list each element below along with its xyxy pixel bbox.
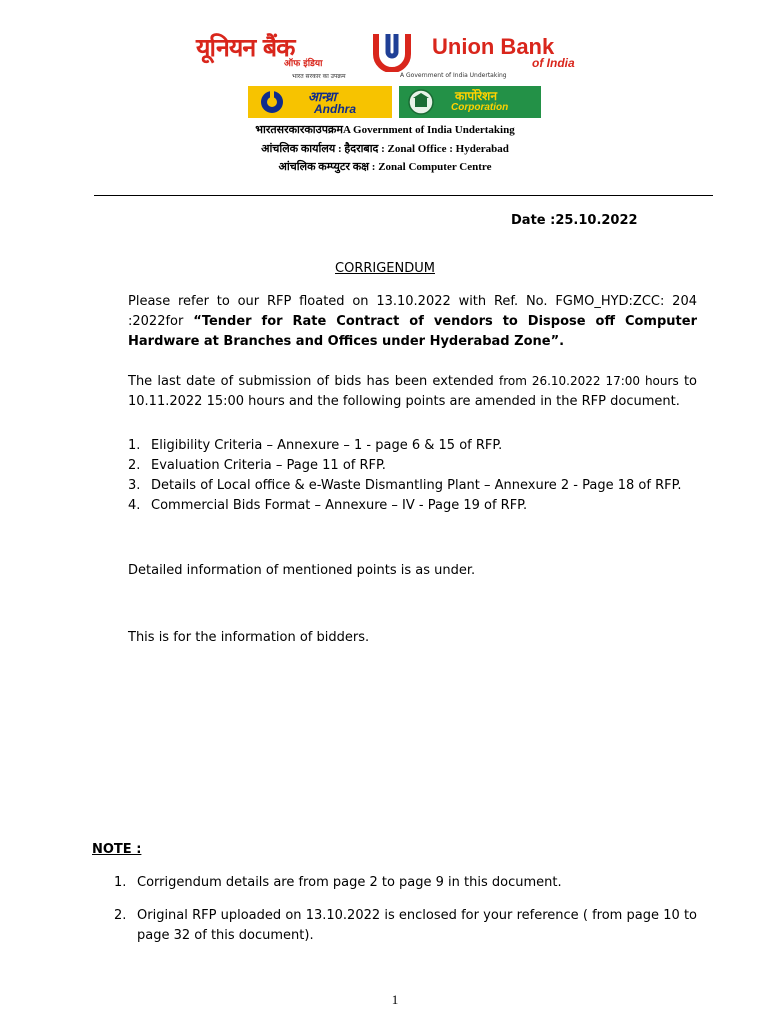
extension-text-b: from 26.10.2022 17:00 hours: [498, 374, 679, 388]
andhra-emblem-icon: [260, 90, 284, 114]
header-divider: [94, 195, 713, 196]
tender-name: “Tender for Rate Contract of vendors to Dispose off Computer Hardware at Branches and Offices under Hyderabad Zone”.: [128, 314, 697, 349]
list-item: [128, 456, 697, 476]
rfp-reference-text: Please refer to our RFP floated on 13.10.2022 with Ref. No. FGMO_HYD:ZCC: 204 :2022for: [128, 294, 697, 329]
logo-hindi-tagline: भारत सरकार का उपक्रम: [292, 73, 346, 80]
rfp-reference-paragraph: [128, 292, 697, 352]
logo-english-sub: of India: [532, 56, 575, 70]
logo-english-name: Union Bank: [432, 34, 555, 59]
list-number: 2.: [128, 458, 141, 473]
page-number: 1: [391, 992, 399, 1007]
list-text: Evaluation Criteria – Page 11 of RFP.: [151, 458, 386, 473]
list-text: Details of Local office & e-Waste Dismantling Plant – Annexure 2 - Page 18 of RFP.: [151, 478, 682, 493]
andhra-english: Andhra: [314, 102, 356, 116]
union-bank-u-icon: [368, 30, 416, 72]
header-line-government: भारतसरकारकाउपक्रमA Government of India Undertaking: [255, 124, 515, 136]
info-statement: This is for the information of bidders.: [128, 630, 370, 645]
andhra-logo: [248, 86, 392, 118]
header-line-zonal-office: आंचलिक कार्यालय : हैदराबाद : Zonal Office : Hyderabad: [261, 143, 509, 155]
list-number: 1.: [114, 875, 127, 890]
extension-text-c: to 10.11.2022 15:00 hours and the following points are amended in the RFP document.: [128, 374, 697, 409]
list-text: Eligibility Criteria – Annexure – 1 - page 6 & 15 of RFP.: [151, 438, 503, 453]
list-item: [114, 873, 697, 893]
extension-text-a: The last date of submission of bids has been extended: [128, 374, 499, 389]
detail-statement: Detailed information of mentioned points is as under.: [128, 563, 476, 578]
header-line-computer-centre: आंचलिक कम्प्युटर कक्ष : Zonal Computer Centre: [278, 161, 492, 173]
amendment-list: [128, 436, 697, 516]
list-text: Corrigendum details are from page 2 to page 9 in this document.: [137, 875, 562, 890]
logo-hindi-name: यूनियन बैंक: [196, 33, 295, 62]
document-date: Date :25.10.2022: [511, 213, 638, 228]
logo-english-tagline: A Government of India Undertaking: [400, 72, 507, 79]
list-number: 4.: [128, 498, 141, 513]
list-item: [114, 906, 697, 946]
andhra-hindi: आन्ध्रा: [308, 90, 337, 105]
logo-hindi-sub: ऑफ इंडिया: [284, 59, 323, 69]
note-list: [114, 873, 697, 959]
note-label: NOTE :: [92, 842, 142, 857]
list-item: [128, 436, 697, 456]
corporation-emblem-icon: [407, 89, 435, 115]
document-title: CORRIGENDUM: [335, 261, 435, 276]
list-item: [128, 496, 697, 516]
list-text: Original RFP uploaded on 13.10.2022 is enclosed for your reference ( from page 10 to page 32 of this document).: [137, 908, 697, 943]
list-number: 2.: [114, 908, 127, 923]
extension-paragraph: [128, 371, 697, 412]
corporation-english: Corporation: [451, 102, 509, 113]
corporation-hindi: कार्पोरेशन: [455, 89, 497, 103]
corporation-logo: [399, 86, 541, 118]
list-number: 3.: [128, 478, 141, 493]
list-number: 1.: [128, 438, 141, 453]
list-item: [128, 476, 697, 496]
list-text: Commercial Bids Format – Annexure – IV - Page 19 of RFP.: [151, 498, 528, 513]
